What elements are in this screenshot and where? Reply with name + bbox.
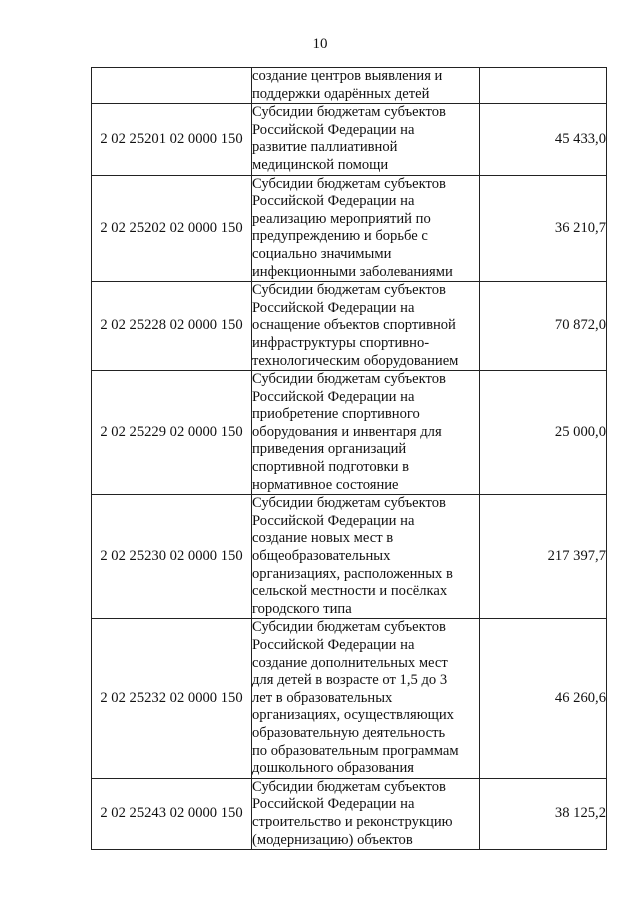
description-line: Российской Федерации на [252, 796, 415, 813]
description-line: инфраструктуры спортивно- [252, 334, 430, 351]
description-line: дошкольного образования [252, 760, 415, 777]
description-cell [252, 104, 480, 175]
table-row [92, 778, 607, 849]
description-line: приведения организаций [252, 441, 407, 458]
description-line: предупреждению и борьбе с [252, 228, 428, 245]
table-row [92, 495, 607, 619]
description-cell [252, 68, 480, 104]
description-line: Субсидии бюджетам субъектов [252, 282, 446, 299]
amount-cell [480, 68, 607, 104]
description-line: организациях, расположенных в [252, 565, 453, 582]
description-line: Российской Федерации на [252, 121, 415, 138]
table-row [92, 371, 607, 495]
description-line: приобретение спортивного [252, 406, 420, 423]
description-line: спортивной подготовки в [252, 459, 409, 476]
description-cell [252, 175, 480, 282]
budget-code-cell: 2 02 25202 02 0000 150 [92, 175, 252, 282]
budget-code-cell: 2 02 25230 02 0000 150 [92, 495, 252, 619]
description-cell [252, 778, 480, 849]
page-number: 10 [312, 36, 328, 52]
description-line: оборудования и инвентаря для [252, 423, 442, 440]
description-cell [252, 495, 480, 619]
description-line: организациях, осуществляющих [252, 707, 454, 724]
description-line: создание новых мест в [252, 530, 394, 547]
description-line: образовательную деятельность [252, 724, 446, 741]
table-row [92, 175, 607, 282]
amount-cell: 70 872,0 [480, 282, 607, 371]
description-line: Российской Федерации на [252, 637, 415, 653]
amount-cell: 25 000,0 [480, 371, 607, 495]
description-cell [252, 371, 480, 495]
amount-cell: 46 260,6 [480, 619, 607, 778]
description-line: сельской местности и посёлках [252, 583, 448, 600]
description-line: Российской Федерации на [252, 512, 415, 529]
description-line: Российской Федерации на [252, 193, 415, 210]
description-line: по образовательным программам [252, 742, 459, 759]
amount-cell: 36 210,7 [480, 175, 607, 282]
table-row [92, 282, 607, 371]
description-line: оснащение объектов спортивной [252, 317, 456, 334]
description-line: строительство и реконструкцию [252, 813, 453, 830]
budget-table [91, 67, 607, 850]
table-row [92, 68, 607, 104]
amount-cell: 217 397,7 [480, 495, 607, 619]
description-line: инфекционными заболеваниями [252, 263, 453, 280]
description-line: нормативное состояние [252, 476, 399, 493]
description-line: создание центров выявления и [252, 68, 443, 84]
description-line: поддержки одарённых детей [252, 85, 430, 102]
description-line: лет в образовательных [252, 689, 393, 706]
description-line: Субсидии бюджетам субъектов [252, 175, 446, 192]
description-line: (модернизацию) объектов [252, 831, 413, 848]
budget-code-cell: 2 02 25243 02 0000 150 [92, 778, 252, 849]
budget-code-cell: 2 02 25229 02 0000 150 [92, 371, 252, 495]
table-row [92, 619, 607, 778]
description-line: социально значимыми [252, 245, 392, 262]
budget-table-body [92, 68, 607, 850]
description-line: реализацию мероприятий по [252, 210, 431, 227]
budget-code-cell: 2 02 25201 02 0000 150 [92, 104, 252, 175]
amount-cell: 45 433,0 [480, 104, 607, 175]
description-line: Субсидии бюджетам субъектов [252, 495, 446, 512]
budget-code-cell: 2 02 25228 02 0000 150 [92, 282, 252, 371]
description-line: Субсидии бюджетам субъектов [252, 778, 446, 795]
table-row [92, 104, 607, 175]
description-line: технологическим оборудованием [252, 352, 459, 369]
description-line: Российской Федерации на [252, 388, 415, 405]
description-line: медицинской помощи [252, 156, 389, 173]
description-line: общеобразовательных [252, 548, 391, 565]
budget-code-cell [92, 68, 252, 104]
budget-code-cell: 2 02 25232 02 0000 150 [92, 619, 252, 778]
description-line: Российской Федерации на [252, 299, 415, 316]
description-line: для детей в возрасте от 1,5 до 3 [252, 672, 448, 689]
amount-cell: 38 125,2 [480, 778, 607, 849]
description-cell [252, 619, 480, 778]
description-line: создание дополнительных мест [252, 654, 448, 671]
description-line: Субсидии бюджетам субъектов [252, 104, 446, 121]
description-line: Субсидии бюджетам субъектов [252, 371, 446, 388]
description-line: Субсидии бюджетам субъектов [252, 619, 446, 636]
description-line: развитие паллиативной [252, 139, 398, 156]
description-cell [252, 282, 480, 371]
description-line: городского типа [252, 600, 352, 617]
